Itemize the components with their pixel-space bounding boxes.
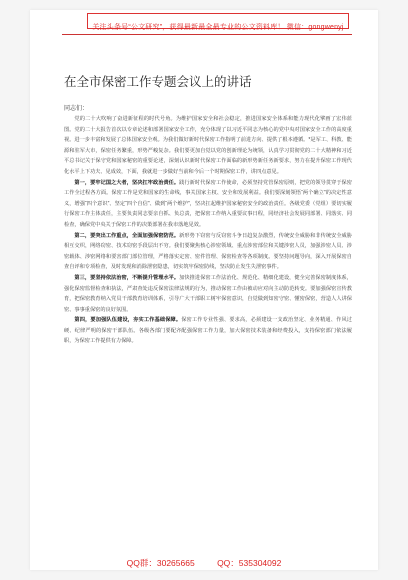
paragraph-text: 践行新时代保密工作使命，必须坚持党管保密原则，把党的领导贯穿于保密工作全过程各方面。保密工作是党和国家的生命线，事关国家主权、安全和发展利益。我们要深刻领悟“两个确立”的决定性意义，增强“四个意识”、坚定“四个自信”、做到“两个维护”，坚决扛起维护国家秘密安全的政治责任。各级党委（党组）要切实履行保密工作主体责任，主要负责同志要亲自抓、负总责，把保密工作纳入重要议事日程，同经济社会发展同部署、同落实、同检查，确保党中央关于保密工作的决策部署在我市落地见效。 [64, 179, 352, 228]
qq-label: QQ：535304092 [217, 558, 282, 568]
document-body [64, 114, 352, 544]
promo-banner [87, 13, 349, 29]
qq-group-label: QQ群：30265665 [126, 558, 195, 568]
document-greeting: 同志们： [64, 106, 89, 112]
paragraph-text: 加快推进保密工作法治化、规范化、精细化建设，健全完善保密制度体系，强化保密监督检查和执法，严肃查处违反保密法律法规的行为，推动保密工作由被动应对向主动防范转变。要加强保密宣传教育，把保密教育纳入党员干部教育培训体系，引导广大干部职工树牢保密意识，自觉做到知密守密、懂密保密，营造人人讲保密、事事重保密的良好氛围。 [64, 274, 352, 313]
paragraph [64, 273, 352, 315]
paragraph [64, 315, 352, 347]
paragraph-text: 新形势下窃密与反窃密斗争日趋复杂激烈，传统安全威胁和非传统安全威胁相互交织，网络窃密、技术窃密手段层出不穷。我们要聚焦核心涉密领域、重点涉密部位和关键涉密人员，加强涉密人员、涉密载体、涉密网络和要害部门部位管理，严格落实定密、密件管理、保密检查等各项制度。要坚持问题导向，深入开展保密自查自评和专项检查，及时发现和消除泄密隐患，切实筑牢保密防线，坚决防止发生失泄密事件。 [64, 232, 352, 271]
paragraph-text: 党的二十大吹响了奋进新征程的时代号角。为维护国家安全和社会稳定，推进国家安全体系和能力现代化擘画了宏伟蓝图。党的二十大报告首次以专章论述和部署国家安全工作，充分体现了以习近平同志为核心的党中央对国家安全工作的高度重视。进一步丰富和发展了总体国家安全观。为我们做好新时代保密工作指明了前进方向、提供了根本遵循。*是军工、科教、能源和驻军大市，保密任务繁重，形势严峻复杂。我们要更加自觉以党的创新理论为统领，认真学习贯彻党的二十大精神和习近平总书记关于保守党和国家秘密的重要论述，深刻认识新时代保密工作面临的新形势新任务新要求，努力在提升保密工作现代化水平上下功夫、见成效，下面，我就进一步做好当前和今后一个时期保密工作，讲四点意见。 [64, 116, 352, 175]
document-title: 在全市保密工作专题会议上的讲话 [64, 75, 252, 89]
promo-banner-text: 关注头条号“公文研究”，获得最新最全最专业的公文资料库！ 微信：gongwenyj [92, 24, 344, 31]
contact-footer [30, 557, 378, 569]
paragraph-lead: 第四，要加强队伍建设，夯实工作基础保障。 [74, 317, 182, 324]
paragraph [64, 231, 352, 273]
paragraph-lead: 第三，要坚持依法治密，不断提升管理水平。 [74, 274, 180, 281]
paragraph [64, 178, 352, 231]
document-page [30, 10, 378, 570]
paragraph [64, 114, 352, 178]
header-rule [62, 34, 352, 35]
paragraph-lead: 第一，要牢记国之大者，坚决扛牢政治责任。 [74, 179, 180, 186]
paragraph-text: 保密工作专业性强、要求高，必须建设一支政治坚定、业务精通、作风过硬、纪律严明的保密干部队伍。各级各部门要配齐配强保密工作力量，加大保密技术装备和经费投入，支持保密部门依法履职，为保密工作提供有力保障。 [64, 317, 352, 345]
paragraph-lead: 第二，要突出工作重点，全面加强保密防范。 [74, 232, 180, 239]
